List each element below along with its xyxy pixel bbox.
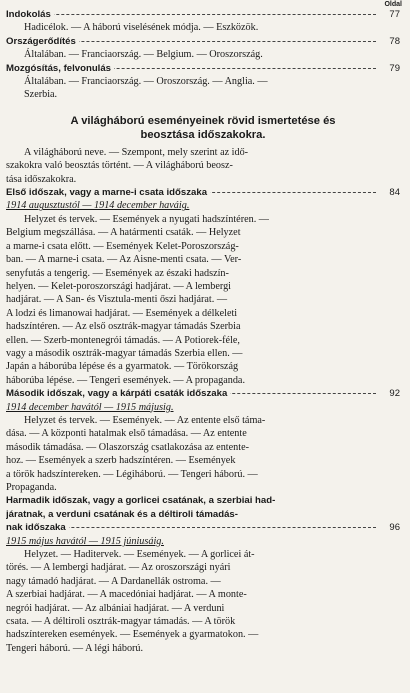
paragraph-line: a marne-i csata előtt. — Események Kelet-Poroszország- xyxy=(6,240,239,252)
page-number: 78 xyxy=(389,35,400,47)
paragraph-line: Belgium megszállása. — A határmenti csaták. — Helyzet xyxy=(6,227,241,239)
toc-entry-title: Indokolás xyxy=(6,9,54,20)
page-number: 92 xyxy=(389,388,400,400)
paragraph-line: hadjárat. — A San- és Visztula-menti őszi hadjárat. — xyxy=(6,294,228,306)
paragraph-line: második támadása. — Olaszország csatlakozása az entente- xyxy=(6,441,249,453)
toc-subtopics: Hadicélok. — A háború viselésének módja. — Eszközök. xyxy=(24,22,259,34)
paragraph-line: ellen. — Szerb-montenegrói támadás. — A Potiorek-féle, xyxy=(6,334,240,346)
toc-subtopics: Szerbia. xyxy=(24,89,58,101)
page-number: 96 xyxy=(389,522,400,534)
toc-entry-title-line: járatnak, a verduni csatának és a déltiroli támadás- xyxy=(6,508,238,520)
toc-entry-masodik-idoszak xyxy=(6,387,400,400)
toc-entry-title: Országerődítés xyxy=(6,36,79,47)
paragraph-line: szakokra való beosztás történt. — A világháború beosz- xyxy=(6,160,233,172)
paragraph-line: hoz. — Események a szerb hadszíntéren. — Események xyxy=(6,455,236,467)
paragraph-line: vagy a második osztrák-magyar támadás Szerbia ellen. — xyxy=(6,347,243,359)
paragraph-line: helyen. — Kelet-poroszországi hadjárat. — A lembergi xyxy=(6,280,231,292)
page-header-label: Oldal xyxy=(384,1,402,8)
toc-entry-mozgositas xyxy=(6,62,400,75)
paragraph-line: Helyzet. — Haditervek. — Események. — A gorlicei át- xyxy=(24,549,255,561)
paragraph-line: Propaganda. xyxy=(6,482,57,493)
page-number: 77 xyxy=(389,9,400,20)
paragraph-line: csata. — A déltiroli osztrák-magyar támadás. — A török xyxy=(6,616,236,628)
content xyxy=(6,0,400,655)
toc-entry-title: nak időszaka xyxy=(6,522,69,533)
paragraph-line: hadszíntéren. — Az első osztrák-magyar támadás Szerbia xyxy=(6,321,241,333)
paragraph-line: Japán a háborúba lépése és a gyarmatok. — Törökország xyxy=(6,361,239,373)
paragraph-line: Tengeri háború. — A légi háború. xyxy=(6,642,144,654)
toc-entry-indokolas xyxy=(6,8,400,21)
toc-entry-title-line: Harmadik időszak, vagy a gorlicei csatának, a szerbiai had- xyxy=(6,495,276,507)
toc-entry-title: Első időszak, vagy a marne-i csata időszaka xyxy=(6,187,210,198)
period-dates: 1914 december havától — 1915 májusig. xyxy=(6,401,174,413)
paragraph-line: hadszíntereken események. — Események a gyarmatokon. — xyxy=(6,629,259,641)
paragraph-line: ban. — A marne-i csata. — Az Aisne-menti csata. — Ver- xyxy=(6,254,242,266)
leader-dots xyxy=(6,14,376,15)
section-heading xyxy=(6,114,400,142)
toc-entry-title: Mozgósítás, felvonulás xyxy=(6,63,114,74)
paragraph-line: Helyzet és tervek. — Események. — Az entente első táma- xyxy=(24,414,266,426)
section-heading-line: A világháború eseményeinek rövid ismertetése és xyxy=(70,114,336,127)
paragraph-line: senyfutás a tengerig. — Események az északi hadszín- xyxy=(6,267,229,279)
toc-subtopics: Általában. — Franciaország. — Belgium. — Oroszország. xyxy=(24,49,263,61)
section-heading-line: beosztása időszakokra. xyxy=(140,128,266,141)
period-dates: 1915 május havától — 1915 júniusáig. xyxy=(6,535,164,547)
toc-entry-harmadik-idoszak xyxy=(6,521,400,534)
paragraph-line: A világháború neve. — Szempont, mely szerint az idő- xyxy=(24,146,249,158)
paragraph-line: törés. — A lembergi hadjárat. — Az oroszországi nyári xyxy=(6,562,231,574)
toc-entry-orszagerodites xyxy=(6,35,400,48)
period-dates: 1914 augusztustól — 1914 december haváig. xyxy=(6,200,190,212)
paragraph-line: tása időszakokra. xyxy=(6,173,77,185)
page-number: 84 xyxy=(389,187,400,199)
page-number: 79 xyxy=(389,62,400,74)
paragraph-line: dása. — A központi hatalmak első támadása. — Az entente xyxy=(6,428,247,440)
paragraph-line: A szerbiai hadjárat. — A macedóniai hadjárat. — A monte- xyxy=(6,589,247,601)
toc-entry-title: Második időszak, vagy a kárpáti csaták időszaka xyxy=(6,388,230,399)
paragraph-line: a török hadszíntereken. — Légiháború. — Tengeri háború. — xyxy=(6,468,258,480)
toc-subtopics: Általában. — Franciaország. — Oroszország. — Anglia. — xyxy=(24,76,268,88)
toc-entry-elso-idoszak xyxy=(6,186,400,199)
paragraph-line: Helyzet és tervek. — Események a nyugati hadszíntéren. — xyxy=(24,213,269,225)
paragraph-line: A lodzi és limanowai hadjárat. — Események a délkeleti xyxy=(6,307,238,319)
paragraph-line: nagy támadó hadjárat. — A Dardanellák ostroma. — xyxy=(6,575,221,587)
paragraph-line: negrói hadjárat. — Az albániai hadjárat. — A verduni xyxy=(6,602,225,614)
paragraph-line: háborúba lépése. — Tengeri események. — A propaganda. xyxy=(6,374,245,386)
